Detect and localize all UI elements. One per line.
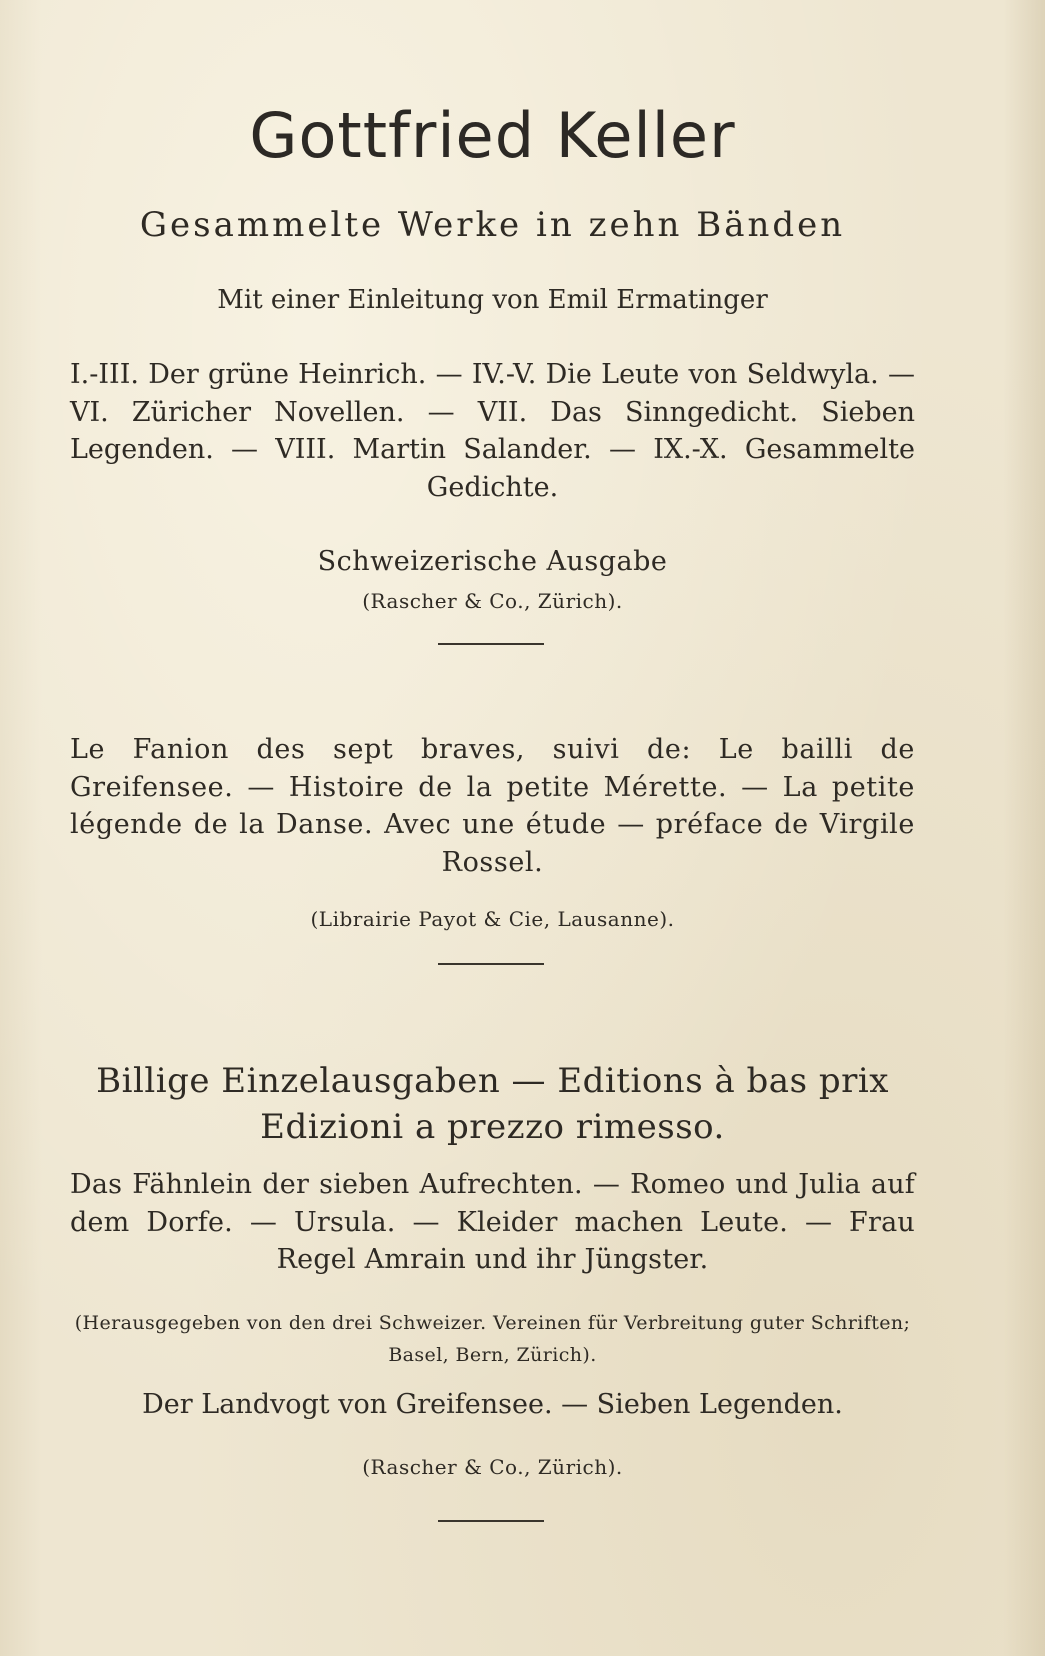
cheap-editions-contents: Das Fähnlein der sieben Aufrechten. — Romeo und Julia auf dem Dorfe. — Ursula. — Kleider machen Leute. — Frau Regel Amrain und ihr Jüngster.	[70, 1169, 915, 1275]
section-heading-line: Billige Einzelausgaben — Editions à bas prix	[96, 1061, 889, 1101]
section-divider	[438, 963, 544, 965]
publisher-line: (Rascher & Co., Zürich).	[362, 589, 623, 613]
collected-works-contents: I.-III. Der grüne Heinrich. — IV.-V. Die Leute von Seldwyla. — VI. Züricher Novellen. — VII. Das Sinngedicht. Sieben Legenden. — VIII. Martin Salander. — IX.-X. Gesammelte Gedichte.	[70, 359, 915, 503]
edition-name: Schweizerische Ausgabe	[317, 546, 668, 577]
publisher-line: (Rascher & Co., Zürich).	[362, 1455, 623, 1479]
section-divider	[438, 1520, 544, 1522]
publisher-line: (Librairie Payot & Cie, Lausanne).	[310, 907, 675, 931]
section-divider	[438, 643, 544, 645]
publisher-note: (Herausgegeben von den drei Schweizer. Vereinen für Verbreitung guter Schriften; Basel, Bern, Zürich).	[74, 1312, 911, 1366]
section-heading	[70, 1058, 915, 1150]
page-title: Gottfried Keller	[249, 99, 736, 172]
section-heading-line: Edizioni a prezzo rimesso.	[260, 1107, 725, 1147]
introduction-credit: Mit einer Einleitung von Emil Ermatinger	[217, 285, 768, 315]
page-subtitle: Gesammelte Werke in zehn Bänden	[139, 205, 846, 245]
second-contents: Der Landvogt von Greifensee. — Sieben Legenden.	[142, 1389, 843, 1420]
french-edition-contents: Le Fanion des sept braves, suivi de: Le bailli de Greifensee. — Histoire de la petite Mérette. — La petite légende de la Danse. Avec une étude — préface de Virgile Rossel.	[70, 734, 915, 878]
